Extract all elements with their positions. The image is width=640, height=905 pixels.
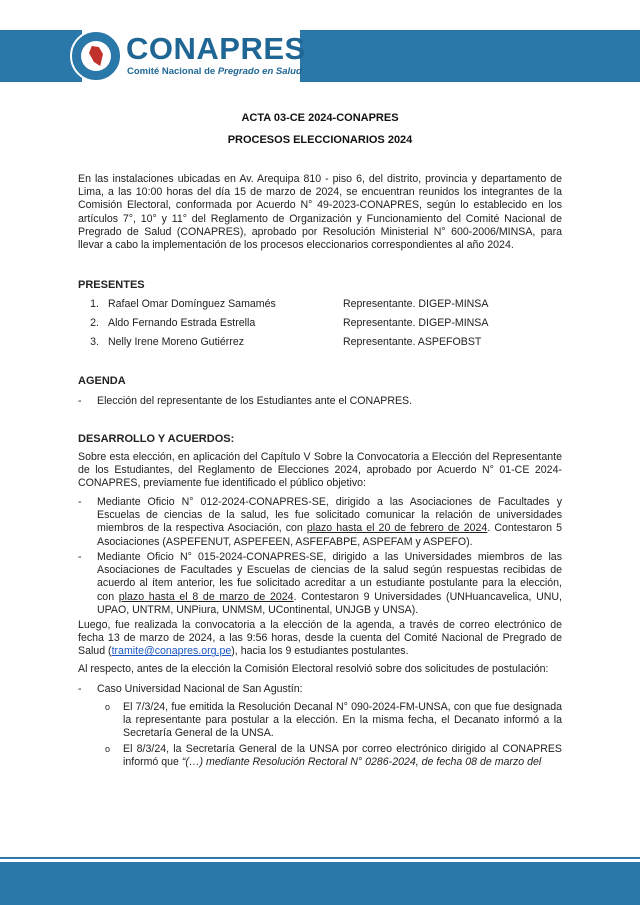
desarrollo-heading: DESARROLLO Y ACUERDOS: [78, 433, 235, 445]
convocatoria-paragraph: Luego, fue realizada la convocatoria a la elección de la agenda, a través de correo electrónico de fecha 13 de marzo de 2024, a las 9:56 horas, desde la cuenta del Comité Nacional de Pregrado de Salud (tramite@conapres.org.pe), hacia los 9 estudiantes postulantes. [78, 619, 562, 658]
presentes-row: 1. Rafael Omar Domínguez Samamés Representante. DIGEP-MINSA [90, 298, 489, 310]
agenda-heading: AGENDA [78, 375, 126, 387]
desarrollo-intro: Sobre esta elección, en aplicación del Capítulo V Sobre la Convocatoria a Elección del Representante de los Estudiantes, del Reglamento de Elecciones 2024, aprobado por Acuerdo N° 01-CE 2024-CONAPRES, previamente fue identificado el público objetivo: [78, 451, 562, 490]
caso-subitem: o El 7/3/24, fue emitida la Resolución Decanal N° 090-2024-FM-UNSA, con que fue designada la representante para postular a la elección. En la misma fecha, el Decanato informó a la Secretaría General de la UNSA. [105, 701, 562, 740]
document-title: ACTA 03-CE 2024-CONAPRES [241, 112, 399, 124]
email-link[interactable]: tramite@conapres.org.pe [111, 645, 232, 658]
presentes-row: 2. Aldo Fernando Estrada Estrella Representante. DIGEP-MINSA [90, 317, 489, 329]
caso-item: - Caso Universidad Nacional de San Agustín: [78, 683, 303, 695]
intro-paragraph: En las instalaciones ubicadas en Av. Arequipa 810 - piso 6, del distrito, provincia y departamento de Lima, a las 10:00 horas del día 15 de marzo de 2024, se encuentran reunidos los integrantes de la Comisión Electoral, conformada por Acuerdo N° 49-2023-CONAPRES, según lo establecido en los artículos 7°, 10° y 11° del Reglamento de Organización y Funcionamiento del Comité Nacional de Pregrado de Salud (CONAPRES), aprobado por Resolución Ministerial N° 600-2006/MINSA, para llevar a cabo la implementación de los procesos eleccionarios correspondientes al año 2024. [78, 173, 562, 252]
logo-wordmark: CONAPRES [126, 31, 306, 66]
conapres-logo-icon [70, 30, 122, 82]
oficio-item: - Mediante Oficio N° 015-2024-CONAPRES-SE, dirigido a las Universidades miembros de las Asociaciones de Facultades y Escuelas de ciencias de la salud según respuestas recibidas de acuerdo al ítem anterior, les fue solicitado acreditar a un estudiante postulante para la elección, con plazo hasta el 8 de marzo de 2024. Contestaron 9 Universidades (UNHuancavelica, UNU, UPAO, UNTRM, UNPiura, UNMSM, UContinental, UNJGB y UNSA). [78, 551, 562, 616]
presentes-heading: PRESENTES [78, 279, 145, 291]
logo-subtitle: Comité Nacional de Pregrado en Salud [127, 66, 302, 77]
header-band-right [300, 30, 640, 82]
oficio-item: - Mediante Oficio N° 012-2024-CONAPRES-SE, dirigido a las Asociaciones de Facultades y Escuelas de ciencias de la salud, les fue solicitado comunicar la relación de universidades miembros de la respectiva Asociación, con plazo hasta el 20 de febrero de 2024. Contestaron 5 Asociaciones (ASPEFENUT, ASPEFEEN, ASFEFABPE, ASPEFAM y ASPEFO). [78, 496, 562, 548]
respecto-paragraph: Al respecto, antes de la elección la Comisión Electoral resolvió sobre dos solicitudes de postulación: [78, 663, 549, 675]
agenda-item: - Elección del representante de los Estudiantes ante el CONAPRES. [78, 395, 413, 407]
footer-band [0, 862, 640, 905]
caso-subitem: o El 8/3/24, la Secretaría General de la UNSA por correo electrónico dirigido al CONAPRES informó que “(…) mediante Resolución Rectoral N° 0286-2024, de fecha 08 de marzo del [105, 743, 562, 769]
presentes-row: 3. Nelly Irene Moreno Gutiérrez Representante. ASPEFOBST [90, 336, 482, 348]
footer-line [0, 857, 640, 859]
document-subtitle: PROCESOS ELECCIONARIOS 2024 [227, 134, 413, 146]
